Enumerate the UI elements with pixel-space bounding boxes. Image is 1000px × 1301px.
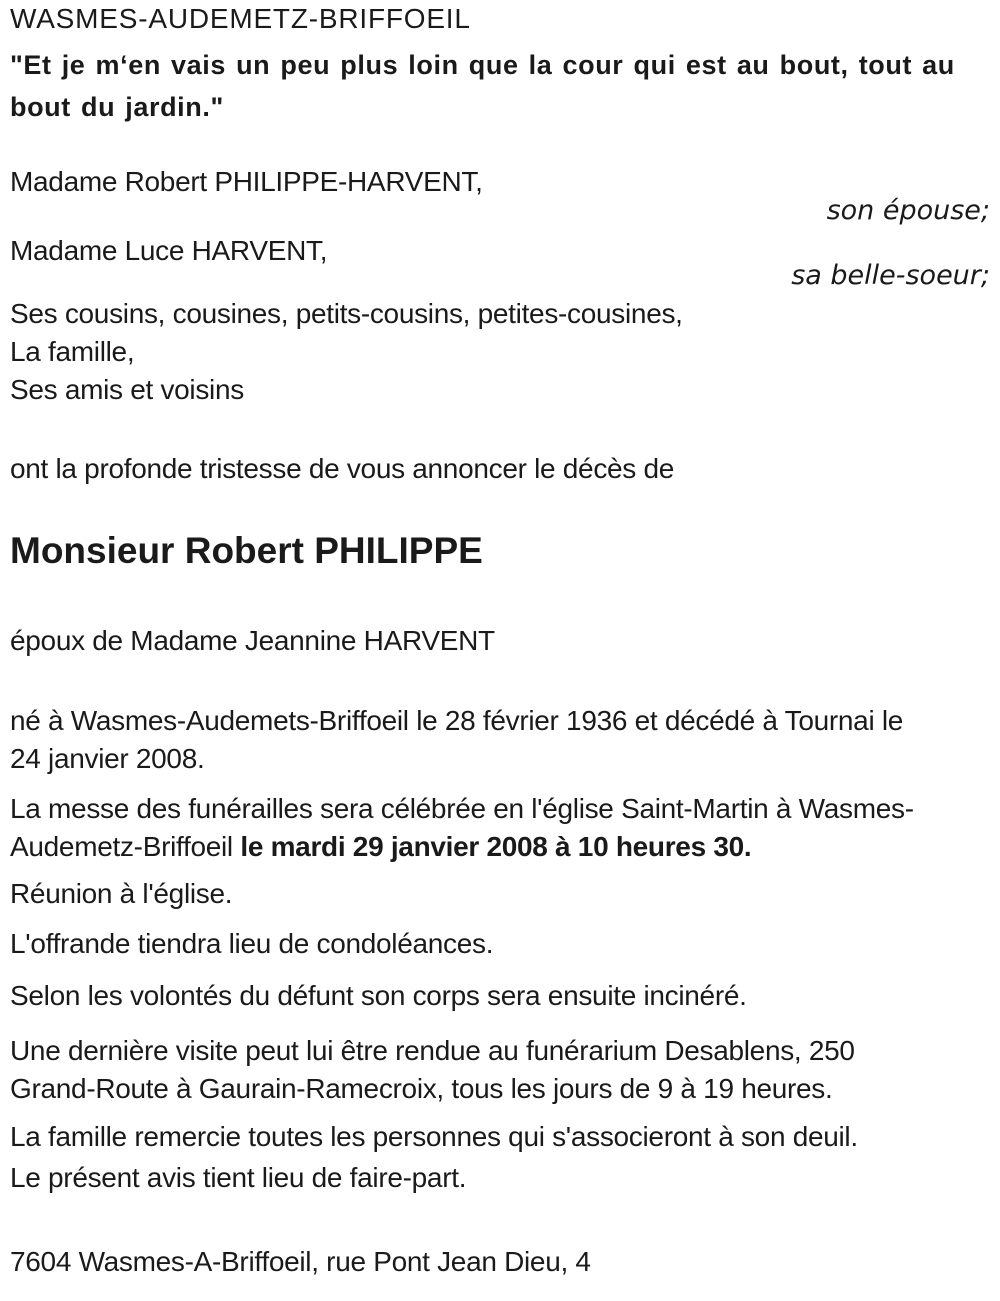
family-thanks-line: La famille remercie toutes les personnes qui s'associeront à son deuil. [10,1121,858,1152]
address-line: 7604 Wasmes-A-Briffoeil, rue Pont Jean Dieu, 4 [10,1246,591,1277]
other-mourners-family: La famille, [10,336,135,367]
funeral-service-paragraph [10,790,990,866]
funerarium-visit-line1: Une dernière visite peut lui être rendue au funérarium Desablens, 250 [10,1035,855,1066]
birth-death-line2: 24 janvier 2008. [10,743,205,774]
church-meeting-line: Réunion à l'église. [10,878,233,909]
funeral-service-line1: La messe des funérailles sera célébrée en l'église Saint-Martin à Wasmes- [10,793,914,824]
other-mourners-cousins: Ses cousins, cousines, petits-cousins, petites-cousines, [10,298,683,329]
funerarium-visit-paragraph [10,1032,990,1108]
epitaph-quote-line1: "Et je m‘en vais un peu plus loin que la cour qui est au bout, tout au [10,50,955,80]
epitaph-quote-line2: bout du jardin." [10,92,224,122]
locality-header: WASMES-AUDEMETZ-BRIFFOEIL [10,3,471,34]
mourner-name-sister-in-law: Madame Luce HARVENT, [10,235,328,266]
birth-death-line1: né à Wasmes-Audemets-Briffoeil le 28 février 1936 et décédé à Tournai le [10,705,904,736]
other-mourners-friends: Ses amis et voisins [10,374,244,405]
deceased-name-heading: Monsieur Robert PHILIPPE [10,530,483,571]
offering-line: L'offrande tiendra lieu de condoléances. [10,928,494,959]
funerarium-visit-line2: Grand-Route à Gaurain-Ramecroix, tous les jours de 9 à 19 heures. [10,1073,833,1104]
mourner-name-wife: Madame Robert PHILIPPE-HARVENT, [10,166,483,197]
spouse-line: époux de Madame Jeannine HARVENT [10,625,495,656]
other-mourners-list [10,295,990,409]
funeral-service-location: Audemetz-Briffoeil [10,831,241,862]
cremation-line: Selon les volontés du défunt son corps sera ensuite incinéré. [10,980,747,1011]
legal-notice-line: Le présent avis tient lieu de faire-part. [10,1162,467,1193]
announcement-line: ont la profonde tristesse de vous annoncer le décès de [10,453,675,484]
mourner-relation-sister-in-law: sa belle-soeur; [791,260,990,291]
epitaph-quote [10,44,990,128]
funeral-service-datetime: le mardi 29 janvier 2008 à 10 heures 30. [240,831,752,862]
birth-death-paragraph [10,702,990,778]
funeral-service-line2 [10,828,990,866]
mourner-relation-wife: son épouse; [826,195,990,226]
